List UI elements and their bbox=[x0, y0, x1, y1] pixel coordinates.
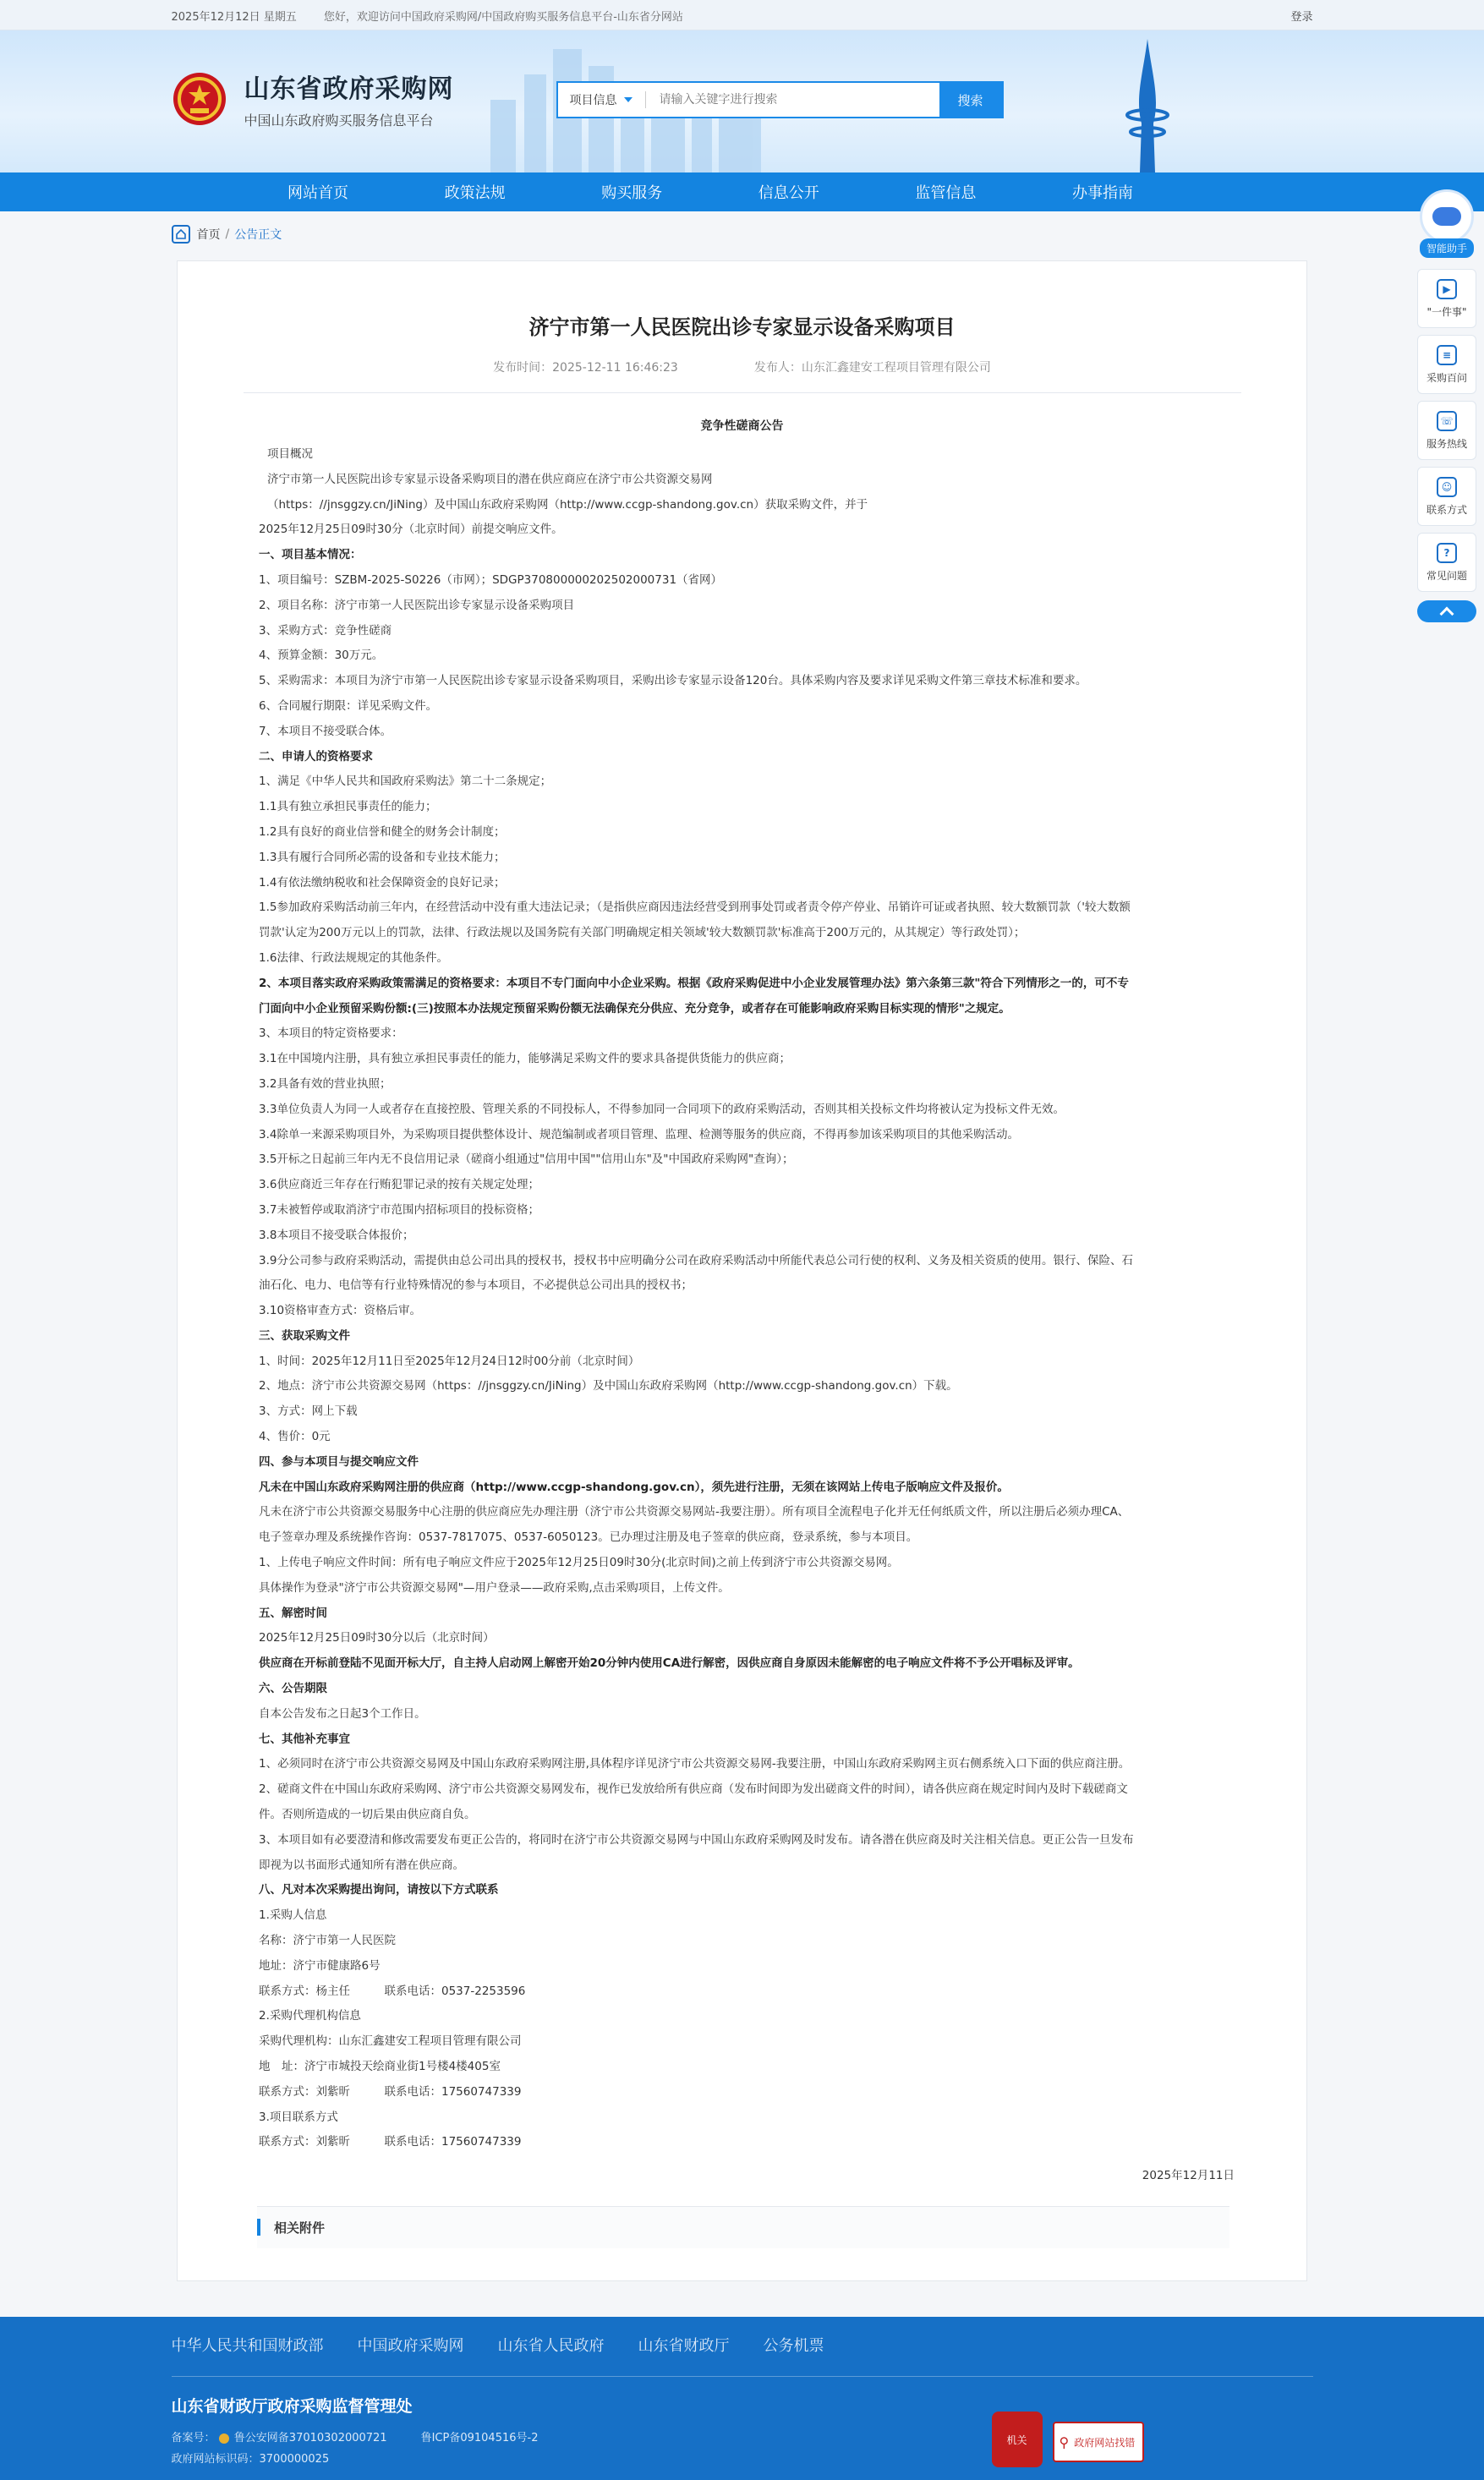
breadcrumb-separator: / bbox=[225, 227, 230, 241]
article-line: 3、本项目的特定资格要求： bbox=[259, 1026, 403, 1041]
article-line: 2、本项目落实政府采购政策需满足的资格要求：本项目不专门面向中小企业采购。根据《政府采购促进中小企业发展管理办法》第六条第三款"符合下列情形之一的，可不专 bbox=[259, 976, 1129, 990]
article-line: 三、获取采购文件 bbox=[259, 1328, 350, 1343]
article-line: 3、本项目如有必要澄清和修改需要发布更正公告的，将同时在济宁市公共资源交易网与中国山东政府采购网及时发布。请各潜在供应商及时关注相关信息。更正公告一旦发布 bbox=[259, 1832, 1134, 1847]
nav-item-supervision[interactable]: 监管信息 bbox=[915, 184, 977, 202]
article-line: 1.4有依法缴纳税收和社会保障资金的良好记录； bbox=[259, 875, 506, 890]
article-line: 即视为以书面形式通知所有潜在供应商。 bbox=[259, 1858, 464, 1872]
welcome-text: 您好，欢迎访问中国政府采购网/中国政府购买服务信息平台-山东省分网站 bbox=[323, 10, 683, 24]
site-footer bbox=[0, 2317, 1484, 2480]
article-line: 3、采购方式：竞争性磋商 bbox=[259, 623, 392, 638]
main-nav bbox=[0, 172, 1484, 211]
search-input[interactable] bbox=[646, 83, 939, 117]
home-icon[interactable] bbox=[172, 225, 190, 244]
footer-links bbox=[172, 2317, 1313, 2356]
play-icon: ▶ bbox=[1437, 279, 1457, 299]
article-line: 2025年12月25日09时30分（北京时间）前提交响应文件。 bbox=[259, 523, 563, 537]
sidebar-item-faq-100[interactable] bbox=[1417, 335, 1476, 394]
publish-time: 发布时间：2025-12-11 16:46:23 bbox=[493, 361, 678, 375]
top-bar bbox=[0, 0, 1484, 30]
current-date: 2025年12月12日 星期五 bbox=[171, 10, 297, 24]
article-line: 2、磋商文件在中国山东政府采购网、济宁市公共资源交易网发布，视作已发放给所有供应商（发布时间即为发出磋商文件的时间），请各供应商在规定时间内及时下载磋商文 bbox=[259, 1782, 1128, 1797]
sidebar-item-label: 服务热线 bbox=[1426, 437, 1467, 450]
nav-item-home[interactable]: 网站首页 bbox=[287, 184, 348, 202]
nav-item-guide[interactable]: 办事指南 bbox=[1071, 184, 1133, 202]
article-line: 1、必须同时在济宁市公共资源交易网及中国山东政府采购网注册,具体程序详见济宁市公共资源交易网-我要注册，中国山东政府采购网主页右侧系统入口下面的供应商注册。 bbox=[259, 1757, 1131, 1771]
article-line: 电子签章办理及系统操作咨询：0537-7817075、0537-6050123。已办理过注册及电子签章的供应商，登录系统，参与本项目。 bbox=[259, 1530, 918, 1545]
footer-link-mof[interactable]: 中华人民共和国财政部 bbox=[171, 2337, 324, 2355]
breadcrumb-home[interactable]: 首页 bbox=[196, 228, 221, 242]
article-line: 凡未在中国山东政府采购网注册的供应商（http://www.ccgp-shandong.gov.cn），须先进行注册，无须在该网站上传电子版响应文件及报价。 bbox=[259, 1480, 1009, 1494]
chevron-up-icon bbox=[1440, 607, 1454, 621]
publisher: 发布人：山东汇鑫建安工程项目管理有限公司 bbox=[753, 361, 991, 375]
article-line: 1.6法律、行政法规规定的其他条件。 bbox=[259, 950, 448, 965]
article-card bbox=[177, 260, 1307, 2281]
site-header bbox=[0, 30, 1484, 172]
article-line: 3.1在中国境内注册，具有独立承担民事责任的能力，能够满足采购文件的要求具备提供货能力的供应商； bbox=[259, 1052, 791, 1066]
article-line: 名称：济宁市第一人民医院 bbox=[259, 1934, 396, 1948]
sign-date: 2025年12月11日 bbox=[1142, 2169, 1235, 2183]
article-line: 地址：济宁市健康路6号 bbox=[259, 1958, 381, 1973]
title-divider bbox=[244, 392, 1241, 393]
chevron-down-icon bbox=[624, 97, 632, 102]
article-line: 3.7未被暂停或取消济宁市范围内招标项目的投标资格； bbox=[259, 1202, 539, 1217]
footer-divider bbox=[172, 2376, 1313, 2377]
article-line: 凡未在济宁市公共资源交易服务中心注册的供应商应先办理注册（济宁市公共资源交易网站-我要注册）。所有项目全流程电子化并无任何纸质文件，所以注册后必须办理CA、 bbox=[259, 1505, 1130, 1519]
gov-site-error-report-badge[interactable] bbox=[1053, 2422, 1144, 2462]
article-line: 1.5参加政府采购活动前三年内，在经营活动中没有重大违法记录；（是指供应商因违法经营受到刑事处罚或者责令停产停业、吊销许可证或者执照、较大数额罚款（'较大数额 bbox=[259, 901, 1131, 915]
article-line: 2、地点：济宁市公共资源交易网（https：//jnsggzy.cn/JiNing）及中国山东政府采购网（http://www.ccgp-shandong.gov.cn）下载。 bbox=[259, 1379, 958, 1393]
sidebar-item-label: "一件事" bbox=[1427, 305, 1467, 318]
beian-label: 备案号： bbox=[171, 2432, 216, 2444]
article-line: 5、采购需求：本项目为济宁市第一人民医院出诊专家显示设备采购项目，采购出诊专家显示设备120台。具体采购内容及要求详见采购文件第三章技术标准和要求。 bbox=[259, 674, 1087, 688]
article-line: 1、上传电子响应文件时间：所有电子响应文件应于2025年12月25日09时30分(北京时间)之前上传到济宁市公共资源交易网。 bbox=[259, 1556, 899, 1570]
article-line: 3、方式：网上下载 bbox=[259, 1404, 358, 1419]
article-line: 八、凡对本次采购提出询问，请按以下方式联系 bbox=[259, 1883, 499, 1897]
section-accent-bar bbox=[257, 2219, 260, 2236]
article-line: 1.1具有独立承担民事责任的能力； bbox=[259, 800, 437, 814]
sidebar-item-label: 采购百问 bbox=[1426, 371, 1467, 384]
article-line: 1、项目编号：SZBM-2025-S0226（市网）；SDGP370800000202502000731（省网） bbox=[259, 572, 723, 587]
police-beian-number[interactable]: 鲁公安网备37010302000721 bbox=[233, 2432, 387, 2444]
article-body bbox=[259, 442, 1240, 2155]
badge-label: 机关 bbox=[1006, 2433, 1027, 2446]
article-line: 1、满足《中华人民共和国政府采购法》第二十二条规定； bbox=[259, 775, 552, 789]
footer-link-air-tickets[interactable]: 公务机票 bbox=[763, 2337, 824, 2355]
article-line: 3.9分公司参与政府采购活动，需提供由总公司出具的授权书，授权书中应明确分公司在政府采购活动中所能代表总公司行使的权利、义务及相关资质的使用。银行、保险、石 bbox=[259, 1253, 1133, 1267]
robot-icon bbox=[1420, 189, 1474, 244]
attachments-section bbox=[257, 2206, 1229, 2248]
search-button[interactable]: 搜索 bbox=[939, 83, 1002, 117]
sidebar-item-one-thing[interactable] bbox=[1417, 269, 1476, 328]
article-line: 六、公告期限 bbox=[259, 1682, 327, 1696]
article-line: 6、合同履行期限：详见采购文件。 bbox=[259, 698, 438, 713]
article-line: 1、时间：2025年12月11日至2025年12月24日12时00分前（北京时间） bbox=[259, 1354, 640, 1368]
search-bar bbox=[556, 81, 1004, 118]
sidebar-item-contact[interactable] bbox=[1417, 467, 1476, 526]
sidebar-item-hotline[interactable] bbox=[1417, 401, 1476, 460]
floating-sidebar bbox=[1417, 189, 1476, 622]
article-line: 2.采购代理机构信息 bbox=[259, 2009, 361, 2023]
site-title: 山东省政府采购网 bbox=[244, 74, 454, 104]
national-emblem-icon bbox=[172, 69, 227, 129]
site-logo[interactable] bbox=[172, 68, 454, 129]
notice-type-heading: 竞争性磋商公告 bbox=[700, 419, 784, 433]
article-line: 1.采购人信息 bbox=[259, 1908, 327, 1923]
sidebar-item-common-questions[interactable] bbox=[1417, 533, 1476, 592]
article-line: 联系方式：刘紫昕 联系电话：17560747339 bbox=[259, 2084, 522, 2099]
article-line: 3.5开标之日起前三年内无不良信用记录（磋商小组通过"信用中国""信用山东"及"中国政府采购网"查询）； bbox=[259, 1152, 794, 1167]
article-line: 联系方式：刘紫昕 联系电话：17560747339 bbox=[259, 2135, 522, 2149]
document-icon: ≡ bbox=[1437, 345, 1457, 365]
smart-assistant-label: 智能助手 bbox=[1420, 238, 1474, 258]
article-line: 具体操作为登录"济宁市公共资源交易网"—用户登录——政府采购,点击采购项目，上传文件。 bbox=[259, 1580, 730, 1595]
footer-link-sd-finance[interactable]: 山东省财政厅 bbox=[638, 2337, 730, 2355]
nav-item-policy[interactable]: 政策法规 bbox=[444, 184, 506, 202]
article-line: 联系方式：杨主任 联系电话：0537-2253596 bbox=[259, 1984, 526, 1998]
search-category-label: 项目信息 bbox=[569, 94, 617, 107]
article-line: 采购代理机构：山东汇鑫建安工程项目管理有限公司 bbox=[259, 2034, 522, 2049]
article-line: 1.3具有履行合同所必需的设备和专业技术能力； bbox=[259, 850, 506, 864]
article-line: 济宁市第一人民医院出诊专家显示设备采购项目的潜在供应商应在济宁市公共资源交易网 bbox=[267, 472, 713, 486]
breadcrumb bbox=[172, 225, 1313, 244]
login-link[interactable]: 登录 bbox=[1290, 10, 1313, 24]
article-meta bbox=[178, 359, 1306, 375]
nav-item-disclosure[interactable]: 信息公开 bbox=[758, 184, 819, 202]
article-line: 四、参与本项目与提交响应文件 bbox=[259, 1454, 419, 1469]
nav-item-services[interactable]: 购买服务 bbox=[601, 184, 663, 202]
article-line: 2、项目名称：济宁市第一人民医院出诊专家显示设备采购项目 bbox=[259, 598, 575, 612]
article-line: 1.2具有良好的商业信誉和健全的财务会计制度； bbox=[259, 824, 506, 839]
smart-assistant-button[interactable] bbox=[1417, 189, 1476, 262]
article-line: 五、解密时间 bbox=[259, 1606, 327, 1620]
site-identifier: 政府网站标识码：3700000025 bbox=[171, 2453, 330, 2466]
article-line: 二、申请人的资格要求 bbox=[259, 749, 373, 764]
article-line: 一、项目基本情况： bbox=[259, 548, 362, 562]
headset-icon: ☏ bbox=[1437, 411, 1457, 431]
footer-org-name: 山东省财政厅政府采购监督管理处 bbox=[171, 2397, 413, 2416]
article-line: 项目概况 bbox=[267, 447, 313, 461]
footer-link-sd-gov[interactable]: 山东省人民政府 bbox=[497, 2337, 605, 2355]
footer-link-ccgp[interactable]: 中国政府采购网 bbox=[357, 2337, 464, 2355]
sidebar-item-label: 常见问题 bbox=[1426, 569, 1467, 582]
article-line: 3.3单位负责人为同一人或者存在直接控股、管理关系的不同投标人，不得参加同一合同项下的政府采购活动，否则其相关投标文件均将被认定为投标文件无效。 bbox=[259, 1102, 1065, 1116]
article-line: 件。否则所造成的一切后果由供应商自负。 bbox=[259, 1808, 476, 1822]
article-line: 3.10资格审查方式：资格后审。 bbox=[259, 1304, 422, 1318]
police-badge-icon bbox=[219, 2433, 229, 2444]
search-category-select[interactable] bbox=[558, 91, 646, 108]
article-line: 7、本项目不接受联合体。 bbox=[259, 724, 392, 738]
article-line: 3.8本项目不接受联合体报价； bbox=[259, 1228, 414, 1242]
help-icon: ? bbox=[1437, 543, 1457, 563]
article-line: 3.项目联系方式 bbox=[259, 2110, 338, 2124]
back-to-top-button[interactable] bbox=[1417, 600, 1476, 622]
badge-label: 政府网站找错 bbox=[1074, 2436, 1136, 2449]
article-line: 2025年12月25日09时30分以后（北京时间） bbox=[259, 1631, 495, 1645]
page-title: 济宁市第一人民医院出诊专家显示设备采购项目 bbox=[528, 315, 956, 339]
breadcrumb-current: 公告正文 bbox=[234, 228, 282, 242]
party-government-badge[interactable] bbox=[992, 2412, 1043, 2467]
icp-number[interactable]: 鲁ICP备09104516号-2 bbox=[420, 2432, 539, 2444]
article-line: 4、售价：0元 bbox=[259, 1430, 331, 1444]
article-line: 地 址：济宁市城投天绘商业街1号楼4楼405室 bbox=[259, 2060, 501, 2073]
magnifier-icon: ⚲ bbox=[1059, 2433, 1070, 2450]
site-subtitle: 中国山东政府购买服务信息平台 bbox=[244, 112, 434, 129]
article-line: 3.2具备有效的营业执照； bbox=[259, 1076, 392, 1091]
article-line: 供应商在开标前登陆不见面开标大厅，自主持人启动网上解密开始20分钟内使用CA进行解密，因供应商自身原因未能解密的电子响应文件将不予公开唱标及评审。 bbox=[259, 1656, 1080, 1671]
article-line: 3.4除单一来源采购项目外，为采购项目提供整体设计、规范编制或者项目管理、监理、检测等服务的供应商，不得再参加该采购项目的其他采购活动。 bbox=[259, 1127, 1019, 1141]
contact-card-icon: ☺ bbox=[1437, 477, 1457, 497]
article-line: 罚款'认定为200万元以上的罚款，法律、行政法规以及国务院有关部门明确规定相关领域'较大数额罚款'标准高于200万元的，从其规定）等行政处罚）； bbox=[259, 926, 1026, 940]
attachments-label: 相关附件 bbox=[274, 2220, 326, 2236]
article-line: （https：//jnsggzy.cn/JiNing）及中国山东政府采购网（http://www.ccgp-shandong.gov.cn）获取采购文件，并于 bbox=[267, 497, 868, 512]
article-line: 3.6供应商近三年存在行贿犯罪记录的按有关规定处理； bbox=[259, 1178, 539, 1192]
sidebar-item-label: 联系方式 bbox=[1426, 503, 1467, 516]
article-line: 油石化、电力、电信等有行业特殊情况的参与本项目，不必提供总公司出具的授权书； bbox=[259, 1278, 693, 1293]
article-line: 自本公告发布之日起3个工作日。 bbox=[259, 1706, 426, 1721]
article-line: 4、预算金额：30万元。 bbox=[259, 649, 384, 663]
article-line: 门面向中小企业预留采购份额:(三)按照本办法规定预留采购份额无法确保充分供应、充分竞争，或者存在可能影响政府采购目标实现的情形"之规定。 bbox=[259, 1001, 1010, 1016]
article-line: 七、其他补充事宜 bbox=[259, 1732, 350, 1746]
